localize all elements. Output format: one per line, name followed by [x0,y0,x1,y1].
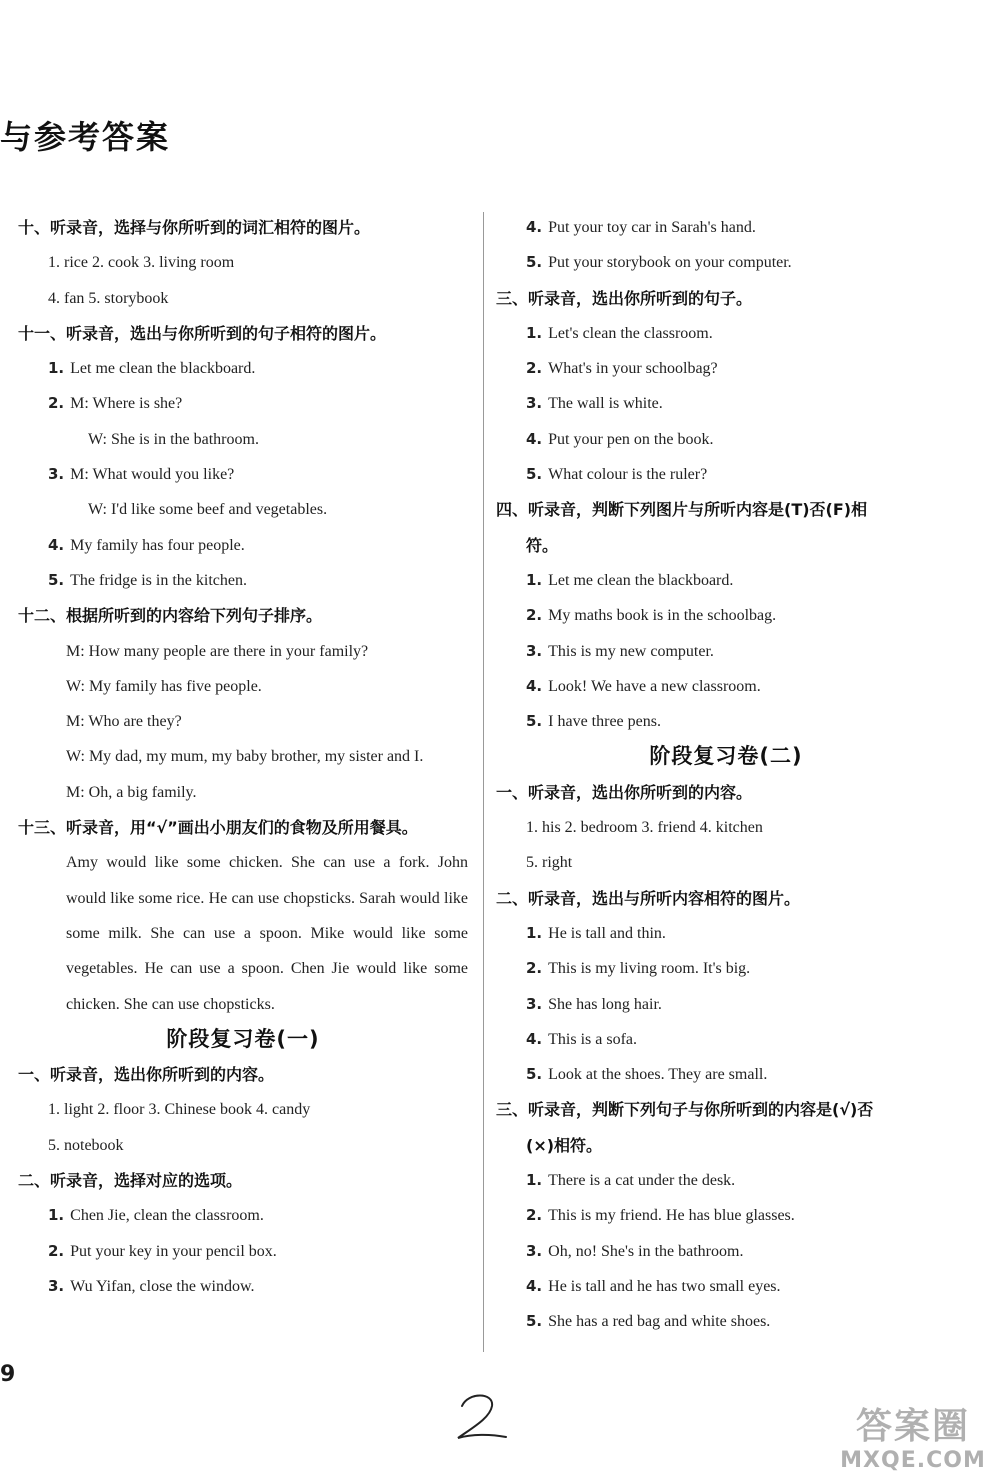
answer-line [496,634,956,669]
dialogue-line [18,669,468,704]
answer-line [496,1269,956,1304]
line-text: 1. light 2. floor 3. Chinese book 4. candy [48,1101,311,1119]
line-text: 5. notebook [48,1136,124,1154]
line-text: 二、听录音，选出与所听内容相符的图片。 [496,888,801,908]
answer-line [496,351,956,386]
line-text: 阶段复习卷(二) [649,744,803,769]
line-text: 三、听录音，选出你所听到的句子。 [496,288,753,308]
section-heading [496,492,956,527]
line-text: 十三、听录音，用“√”画出小朋友们的食物及所用餐具。 [18,818,418,838]
left-answers-part-1 [18,210,468,845]
line-text: He is tall and he has two small eyes. [548,1277,781,1295]
line-text: M: Who are they? [66,713,182,731]
line-text: 三、听录音，判断下列句子与你所听到的内容是(√)否 [496,1100,874,1120]
item-number: 3. [48,1276,65,1295]
answer-line [18,528,468,563]
line-text: W: My dad, my mum, my baby brother, my sister and I. [66,748,424,766]
line-text: 十、听录音，选择与你所听到的词汇相符的图片。 [18,218,371,237]
listening-passage: Amy would like some chicken. She can use a fork. John would like some rice. He can use chopsticks. Sarah would like some milk. She can use a spoon. Mike would like some vegetables. He can use a spoon. Chen Jie would like some chicken. She can use chopsticks. [66,854,468,1013]
item-number: 2. [48,1241,65,1260]
line-text: 十二、根据所听到的内容给下列句子排序。 [18,606,323,626]
line-text: Look! We have a new classroom. [548,677,761,695]
dialogue-line [18,775,468,810]
dialogue-line [18,634,468,669]
answer-line [496,669,956,704]
line-text: My maths book is in the schoolbag. [548,607,777,625]
item-number: 5. [48,570,65,589]
item-number: 5. [526,1065,543,1084]
right-answers [496,210,956,1340]
line-text: Put your pen on the book. [548,430,714,448]
section-heading [18,1057,468,1092]
item-number: 1. [526,1171,543,1190]
item-number: 5. [526,712,543,731]
item-number: 3. [526,394,543,413]
line-text: Put your toy car in Sarah's hand. [548,219,756,236]
answer-line [18,1234,468,1269]
answer-line [496,457,956,492]
line-text: 十一、听录音，选出与你所听到的句子相符的图片。 [18,323,387,343]
line-text: 一、听录音，选出你所听到的内容。 [18,1065,275,1085]
section-heading [496,528,956,563]
dialogue-line [18,492,468,527]
answer-line [496,422,956,457]
line-text: Put your storybook on your computer. [548,254,792,272]
section-heading [18,1163,468,1198]
answer-line [496,386,956,421]
line-text: 5. right [526,854,573,872]
answer-items [496,810,956,845]
dialogue-line [18,704,468,739]
line-text: Look at the shoes. They are small. [548,1066,768,1084]
answer-line [496,598,956,633]
line-text: Wu Yifan, close the window. [70,1277,255,1295]
item-number: 3. [526,641,543,660]
watermark [828,1405,998,1477]
answer-items [496,845,956,880]
line-text: M: Where is she? [70,395,183,413]
answer-line [18,386,468,421]
line-text: There is a cat under the desk. [548,1172,736,1190]
line-text: 4. fan 5. storybook [48,289,169,307]
line-text: M: How many people are there in your family? [66,642,369,660]
line-text: M: What would you like? [70,466,235,484]
item-number: 4. [526,1276,543,1295]
section-heading [18,810,468,845]
line-text: Put your key in your pencil box. [70,1242,277,1260]
unit-title [496,739,956,774]
section-heading [18,210,468,245]
item-number: 2. [526,359,543,378]
dialogue-line [18,739,468,774]
line-text: This is a sofa. [548,1030,638,1048]
answer-line [18,457,468,492]
line-text: W: My family has five people. [66,677,262,695]
line-text: This is my living room. It's big. [548,960,751,978]
item-number: 4. [526,429,543,448]
left-column [18,210,468,1304]
line-text: My family has four people. [70,536,245,554]
line-text: 四、听录音，判断下列图片与所听内容是(T)否(F)相 [496,500,868,520]
answer-line [496,1163,956,1198]
item-number: 1. [526,570,543,589]
answer-line [496,563,956,598]
item-number: 3. [526,994,543,1013]
page-title: 与参考答案 [0,118,171,156]
item-number: 4. [48,535,65,554]
dialogue-line [18,422,468,457]
line-text: Chen Jie, clean the classroom. [70,1207,264,1225]
item-number: 4. [526,218,543,236]
answer-items [18,1092,468,1127]
line-text: She has a red bag and white shoes. [548,1313,771,1331]
section-heading [496,881,956,916]
answer-items [18,245,468,280]
item-number: 1. [48,359,65,378]
answer-line [496,1304,956,1339]
line-text: 一、听录音，选出你所听到的内容。 [496,782,753,802]
line-text: W: She is in the bathroom. [88,430,259,448]
line-text: Let me clean the blackboard. [548,571,734,589]
section-heading [496,775,956,810]
item-number: 4. [526,676,543,695]
line-text: This is my new computer. [548,642,714,660]
line-text: 1. his 2. bedroom 3. friend 4. kitchen [526,819,763,837]
line-text: She has long hair. [548,995,662,1013]
line-text: I have three pens. [548,713,661,731]
answer-line [496,1022,956,1057]
answer-line [496,210,956,245]
line-text: W: I'd like some beef and vegetables. [88,501,328,519]
answer-line [496,1057,956,1092]
watermark-url: MXQE.COM [840,1448,986,1473]
section-heading [18,316,468,351]
answer-line [496,704,956,739]
section-heading [18,598,468,633]
item-number: 2. [526,1206,543,1225]
item-number: 4. [526,1029,543,1048]
item-number: 5. [526,253,543,272]
section-heading [496,281,956,316]
line-text: He is tall and thin. [548,924,666,942]
answer-items [18,281,468,316]
answer-line [18,1269,468,1304]
answer-line [18,351,468,386]
item-number: 3. [526,1241,543,1260]
line-text: (×)相符。 [526,1135,603,1155]
right-column [496,210,956,1340]
line-text: Let's clean the classroom. [548,324,713,342]
line-text: Oh, no! She's in the bathroom. [548,1242,744,1260]
item-number: 1. [526,923,543,942]
answer-line [496,916,956,951]
section-heading [496,1128,956,1163]
unit-title [18,1022,468,1057]
item-number: 2. [48,394,65,413]
column-divider [483,212,484,1352]
line-text: The wall is white. [548,395,663,413]
line-text: What's in your schoolbag? [548,360,718,378]
line-text: 1. rice 2. cook 3. living room [48,254,235,272]
left-answers-part-2 [18,1022,468,1304]
item-number: 5. [526,465,543,484]
answer-line [496,316,956,351]
watermark-logo: 答案圈 [855,1406,970,1447]
item-number: 2. [526,606,543,625]
answer-line [496,951,956,986]
answer-line [496,1234,956,1269]
answer-line [18,1198,468,1233]
item-number: 3. [48,465,65,484]
item-number: 1. [48,1206,65,1225]
answer-line [496,245,956,280]
line-text: 二、听录音，选择对应的选项。 [18,1171,243,1191]
answer-line [18,563,468,598]
line-text: What colour is the ruler? [548,466,708,484]
line-text: 符。 [526,535,559,555]
answer-line [496,1198,956,1233]
line-text: 阶段复习卷(一) [166,1026,320,1051]
answer-line [496,987,956,1022]
line-text: M: Oh, a big family. [66,783,197,801]
item-number: 1. [526,323,543,342]
answer-items [18,1128,468,1163]
item-number: 5. [526,1312,543,1331]
handwritten-mark [452,1390,512,1446]
line-text: Let me clean the blackboard. [70,360,256,378]
section-heading [496,1092,956,1127]
item-number: 2. [526,959,543,978]
line-text: The fridge is in the kitchen. [70,571,247,589]
page-number: 9 [0,1362,16,1387]
line-text: This is my friend. He has blue glasses. [548,1207,795,1225]
